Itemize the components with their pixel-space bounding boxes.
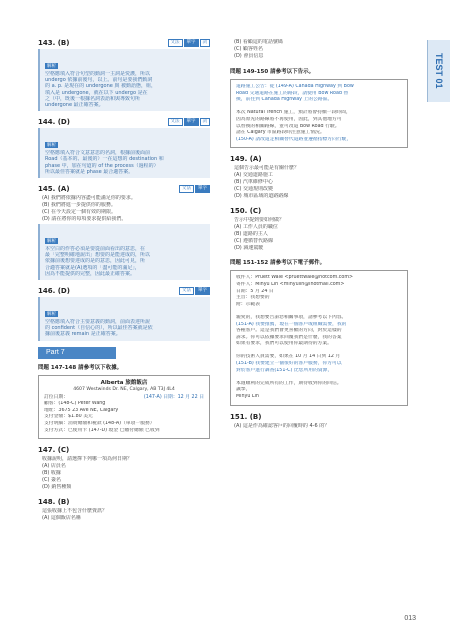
tag: 文法 xyxy=(168,39,183,47)
explanation-line: 的 a. p. 是現在的 undergone 與 被動語態，組， xyxy=(45,83,156,90)
tag: 文法 xyxy=(179,185,194,193)
receipt-line: 支付金額：$1.80 美元 xyxy=(44,414,93,420)
option-item: (D) 減速駕駛 xyxy=(234,245,264,252)
options-list xyxy=(38,508,210,522)
question-prompt: 這個告示最可能是有關什麼？ xyxy=(234,165,300,172)
tag: 文法 xyxy=(168,118,183,126)
tag: 詞 xyxy=(200,118,211,126)
question-number: 147. (C) xyxy=(38,446,70,455)
question-tags xyxy=(168,118,211,126)
email-line: 寄件人：Minyu Lin <minyulin@lhotmail.com> xyxy=(236,281,345,287)
email-line: (151-B) 我要建立一個很好的客戶服務，你方可以 xyxy=(236,361,342,367)
question-prompt: 這張收據上不包含什麼資訊？ xyxy=(42,508,108,515)
option-item: (C) 交通規則改變 xyxy=(234,186,273,193)
options-list xyxy=(230,165,408,200)
explanation-line: phase 中，加在句道的 of the process（過程的） xyxy=(45,162,159,169)
email-line: 日期：5 月 24 日 xyxy=(236,288,274,294)
email-line: 附：示範表 xyxy=(236,301,260,307)
continued-options xyxy=(230,39,408,60)
email-line: 收件人：Pruett Wale <pruettwale@hotcom.com> xyxy=(236,275,354,281)
email-line: Minyu Lin xyxy=(236,394,259,400)
tag: 詞 xyxy=(200,39,211,47)
question-tags xyxy=(179,185,210,193)
email-line xyxy=(236,374,402,381)
tag: 單字 xyxy=(184,118,199,126)
option-item: (B) 我們將進一步提供你的服務。 xyxy=(42,202,116,209)
option-item: (B) 看顧這的電話號碼 xyxy=(234,39,283,45)
tag: 單字 xyxy=(195,185,210,193)
receipt-line: 支付明細：消費總額和稅款 (148-A)（單項一服務） xyxy=(44,421,155,427)
left-column xyxy=(38,38,210,528)
question-145 xyxy=(38,184,210,280)
option-item: (B) 收據 xyxy=(42,470,61,477)
option-item: (A) 店員名 xyxy=(42,463,66,470)
section-heading: 問題 147-148 請參考以下收據。 xyxy=(38,364,123,371)
question-149 xyxy=(230,154,408,200)
notice-line: (150-A) 請改道走相關替代道路並遵循指標方向行駛， xyxy=(236,136,352,142)
email-line: 親愛的，我想要告訴您相關事項，請參考以下內容。 xyxy=(236,314,347,320)
explanation-label: 解析 xyxy=(47,312,56,318)
question-number: 143. (B) xyxy=(38,39,70,47)
receipt-line: 支付方式：已使用卡 (147-D) 現金 已繳付總額 已收到 xyxy=(44,427,160,433)
section-heading: 問題 149-150 請參考以下告示。 xyxy=(230,69,315,75)
explanation-line: 據前後意義 remain 是正確答案。 xyxy=(45,331,121,338)
part-banner: Part 7 xyxy=(38,347,116,359)
options-list xyxy=(230,217,408,252)
receipt-date: (147-A) 日期：12 月 22 日 xyxy=(143,394,204,400)
question-tags xyxy=(168,39,211,47)
question-146 xyxy=(38,286,210,341)
option-item: (B) 道路的主人 xyxy=(234,231,268,238)
email-line: 訴求。你可以依據要求回覆我們是什麼，我的答案 xyxy=(236,334,342,340)
explanation-box xyxy=(38,224,210,280)
notice-line: 以替換的相關路線，並可改道 Bow Road 行駛。 xyxy=(236,123,340,129)
question-144 xyxy=(38,117,210,178)
receipt-row xyxy=(44,395,204,402)
tag: 文法 xyxy=(179,287,194,295)
option-item: (A) 工作人員的職位 xyxy=(234,224,278,231)
question-143 xyxy=(38,38,210,111)
notice-line: 道路施工公告：從 (149-A) Canada Highway 到 Bow xyxy=(236,84,354,89)
notice-line: Road 交通道路在施工的路段，請使用 Bow Road 替 xyxy=(236,90,349,96)
explanation-box xyxy=(38,49,210,111)
question-148 xyxy=(38,497,210,522)
explanation-line: 空格應填入符合句型的動詞一主詞是愛護，所以 xyxy=(45,71,151,77)
notice-line xyxy=(236,104,402,111)
receipt-box xyxy=(38,375,210,440)
email-line: 誠摯， xyxy=(236,387,251,393)
receipt-title: Alberta 旅館飯店 xyxy=(100,379,148,386)
email-line: 本週順利的完成所有的工作，期待收到你的回信。 xyxy=(236,380,342,386)
question-number: 148. (B) xyxy=(38,498,70,507)
option-item: (D) 城市區域的道路路線 xyxy=(234,193,289,200)
explanation-line: 最「完整明確地說出」想要的是能達成的，所以 xyxy=(45,252,151,259)
email-line xyxy=(236,308,402,315)
option-item: (D) 請在將你的每項要求提供給我們。 xyxy=(42,216,127,223)
explanation-label: 解析 xyxy=(47,64,56,69)
options-list xyxy=(38,195,210,223)
explanation-line: Road（基本的、最後的）一在這想的 destination 和 xyxy=(45,156,164,163)
explanation-line: 的 confident（自信心的），所以最佳答案就是依 xyxy=(45,325,153,332)
email-line: 對於客戶進行調查(151-C) 比您所用的資源， xyxy=(236,367,333,373)
email-line: 你的技術人員需要，如果在 10 月 14 日到 12 月 xyxy=(236,354,341,360)
question-number: 150. (C) xyxy=(230,207,262,216)
option-item: (C) 簽名 xyxy=(42,477,61,484)
question-number: 145. (A) xyxy=(38,185,70,194)
option-item: (C) 顧客姓名 xyxy=(234,46,263,52)
page-number: 013 xyxy=(404,615,416,622)
option-item: (C) 遵循替代路線 xyxy=(234,238,273,245)
notice-box xyxy=(230,79,408,148)
explanation-line: 所以最佳答案就是 phase 最合適答案。 xyxy=(45,168,134,175)
question-number: 151. (B) xyxy=(230,412,262,421)
email-box xyxy=(230,270,408,405)
option-item: (A) 這個飯店名稱 xyxy=(42,515,81,522)
explanation-line: undergone 最正確答案。 xyxy=(45,102,104,109)
option-item: (D) 銷售種類 xyxy=(42,484,72,491)
option-item: (B) 汽車維修中心 xyxy=(234,179,273,186)
explanation-line: 填入是 undergone，就在以下 undergo 是在 xyxy=(45,89,148,96)
explanation-box xyxy=(38,297,210,341)
tag: 單字 xyxy=(184,39,199,47)
explanation-line: 空格應填入符合主要意義的動詞，前面表達所說 xyxy=(45,319,151,326)
email-line: 如果有要求，我們可以使用你最期待的方案。 xyxy=(236,341,332,347)
notice-line: 因為原先的路線將不再使用，因此，到其他地方可 xyxy=(236,116,342,122)
notice-line: 本次 Natural Trench 施工，預計將會持續一段時間， xyxy=(236,110,351,116)
question-prompt: 告示中提到要如何做？ xyxy=(234,217,285,224)
explanation-label: 解析 xyxy=(47,143,56,149)
section-side-tab[interactable]: TEST 01 xyxy=(427,40,450,102)
question-147 xyxy=(38,445,210,491)
receipt-line: 地址：3675 23 Ave NE, Calgary xyxy=(44,407,119,413)
question-tags xyxy=(179,287,210,295)
question-number: 144. (D) xyxy=(38,118,70,127)
options-list xyxy=(230,423,408,430)
question-prompt: 收據說明，請選擇下列哪一項為何日期？ xyxy=(42,456,133,463)
options-list xyxy=(38,456,210,491)
option-item: (D) 會員信息 xyxy=(234,53,264,59)
email-line: (151-A) 我要推薦，現在一個客戶或組織需要，我的 xyxy=(236,321,347,327)
option-item: (A) 交通道路施工 xyxy=(234,172,273,179)
explanation-box xyxy=(38,128,210,178)
receipt-line: 顧客：(148-C) Peter Wang xyxy=(44,401,106,407)
email-line: 主旨：我想要的 xyxy=(236,295,270,301)
email-line xyxy=(236,348,402,355)
email-line: 各種客戶。這是我們會更喜歡的方向，對於這樣的 xyxy=(236,328,342,334)
section-heading: 問題 151-152 請參考以下電子郵件。 xyxy=(230,260,326,267)
explanation-line: 合適答案就是(A)選項的「盡可能的滿足」， xyxy=(45,264,140,271)
question-number: 146. (D) xyxy=(38,287,70,296)
option-item: (A) 我們將依據內容盡可能滿足你的要求。 xyxy=(42,195,136,202)
question-number: 149. (A) xyxy=(230,155,262,164)
explanation-line: 依據前後想要達成的是的意思，因此可見，所 xyxy=(45,258,146,265)
option-item: (C) 在今天設定一個有效的期限。 xyxy=(42,209,116,216)
tag: 單字 xyxy=(195,287,210,295)
explanation-line: 空格應填入符合文意意思的名詞，根據前後面前 xyxy=(45,150,151,157)
right-column xyxy=(230,38,408,436)
notice-line: 換，前往到 Canada Highway 上的公路區。 xyxy=(236,97,333,103)
receipt-label: 訂位日期： xyxy=(44,394,68,400)
explanation-line: 本空白的作答必須是要從前面看出的意思，在 xyxy=(45,246,146,253)
explanation-label: 解析 xyxy=(47,239,56,245)
question-prompt: (A) 這是作為確認客戶的回覆時的 4-6 的？ xyxy=(234,422,330,429)
explanation-line: 因為不能提供的完整，因此最正確答案。 xyxy=(45,270,136,277)
question-151 xyxy=(230,412,408,430)
explanation-line: undergo 依據前後句，以上。前句是要我們動詞 xyxy=(45,77,153,84)
explanation-line: 之（中，既後一根據名詞表語和與導致句所 xyxy=(45,95,141,102)
notice-line: 請在 Calgary 市區路段時注意施工情況。 xyxy=(236,130,325,136)
question-150 xyxy=(230,206,408,252)
receipt-address: 4607 Westwinds Dr. NE, Calgary, AB T3J 4L4 xyxy=(73,386,175,392)
